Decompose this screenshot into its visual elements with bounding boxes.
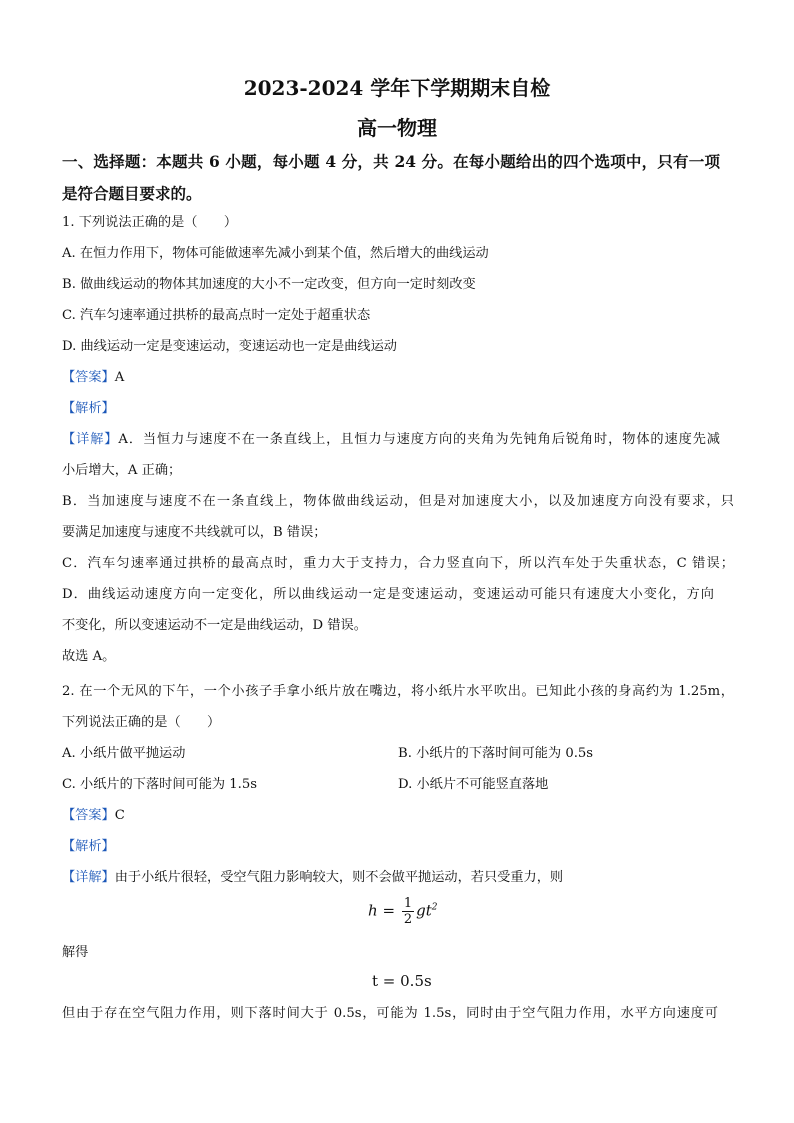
q1-option-c: C. 汽车匀速率通过拱桥的最高点时一定处于超重状态 (62, 308, 371, 323)
q2-detail-text-1: 由于小纸片很轻，受空气阻力影响较大，则不会做平抛运动，若只受重力，则 (114, 870, 564, 885)
section-heading-line-2: 是符合题目要求的。 (62, 184, 202, 203)
formula-rhs: gt (416, 901, 432, 920)
q2-option-b: B. 小纸片的下落时间可能为 0.5s (398, 746, 594, 761)
q1-detail-line-4: 要满足加速度与速度不共线就可以，B 错误； (62, 525, 327, 540)
q2-solve-label: 解得 (62, 945, 89, 960)
q2-stem-line-2: 下列说法正确的是（ ） (62, 715, 221, 730)
section-heading-line-1: 一、选择题：本题共 6 小题，每小题 4 分，共 24 分。在每小题给出的四个选项中，只有一项 (62, 152, 720, 171)
q2-detail-last-line: 但由于存在空气阻力作用，则下落时间大于 0.5s，可能为 1.5s，同时由于空气阻力作用，水平方向速度可 (62, 1006, 718, 1021)
q1-detail-line-7: 不变化，所以变速运动不一定是曲线运动，D 错误。 (62, 618, 367, 633)
formula-free-fall (368, 896, 437, 927)
q2-answer (62, 806, 125, 826)
q1-detail-text-1: A．当恒力与速度不在一条直线上，且恒力与速度方向的夹角为先钝角后锐角时，物体的速度先减 (118, 432, 720, 447)
q1-detail-line-6: D．曲线运动速度方向一定变化，所以曲线运动一定是变速运动，变速运动可能只有速度大小变化，方向 (62, 587, 714, 602)
formula-lhs: h (368, 901, 378, 920)
q1-detail-line-5: C．汽车匀速率通过拱桥的最高点时，重力大于支持力，合力竖直向下，所以汽车处于失重状态，C 错误； (62, 556, 734, 571)
q1-answer-tag: 【答案】 (62, 370, 115, 385)
q2-detail-tag: 【详解】 (62, 870, 115, 885)
formula-fraction-denominator: 2 (403, 912, 413, 927)
q2-detail-line-1 (62, 868, 563, 888)
q1-conclusion: 故选 A。 (62, 649, 116, 664)
q1-option-b: B. 做曲线运动的物体其加速度的大小不一定改变，但方向一定时刻改变 (62, 277, 476, 292)
formula-equals: = (382, 901, 396, 920)
q1-detail-line-2: 小后增大，A 正确； (62, 463, 182, 478)
formula-result: t = 0.5s (372, 972, 432, 990)
q1-detail-line-3: B．当加速度与速度不在一条直线上，物体做曲线运动，但是对加速度大小，以及加速度方向没有要求，只 (62, 494, 734, 509)
q1-detail-line-1 (62, 430, 720, 450)
q1-analysis (62, 399, 115, 419)
subject-title: 高一物理 (357, 116, 437, 140)
q1-option-a: A. 在恒力作用下，物体可能做速率先减小到某个值，然后增大的曲线运动 (62, 246, 489, 261)
formula-fraction (402, 896, 414, 927)
q2-analysis-tag: 【解析】 (62, 839, 115, 854)
q1-answer-value: A (114, 370, 125, 385)
q2-answer-value: C (114, 808, 125, 823)
formula-fraction-numerator: 1 (403, 896, 413, 911)
q2-analysis (62, 837, 115, 857)
q1-analysis-tag: 【解析】 (62, 401, 115, 416)
q1-detail-tag: 【详解】 (62, 432, 119, 447)
q2-answer-tag: 【答案】 (62, 808, 115, 823)
q2-option-a: A. 小纸片做平抛运动 (62, 746, 186, 761)
q1-option-d: D. 曲线运动一定是变速运动，变速运动也一定是曲线运动 (62, 339, 397, 354)
q2-option-d: D. 小纸片不可能竖直落地 (398, 777, 549, 792)
formula-exponent: 2 (431, 902, 438, 913)
q2-stem-line-1: 2. 在一个无风的下午，一个小孩子手拿小纸片放在嘴边，将小纸片水平吹出。已知此小孩的身高约为 1.25m， (62, 684, 734, 699)
q1-answer (62, 368, 124, 388)
document-title: 2023-2024 学年下学期期末自检 (243, 76, 551, 100)
q1-stem: 1. 下列说法正确的是（ ） (62, 215, 238, 230)
q2-option-c: C. 小纸片的下落时间可能为 1.5s (62, 777, 257, 792)
